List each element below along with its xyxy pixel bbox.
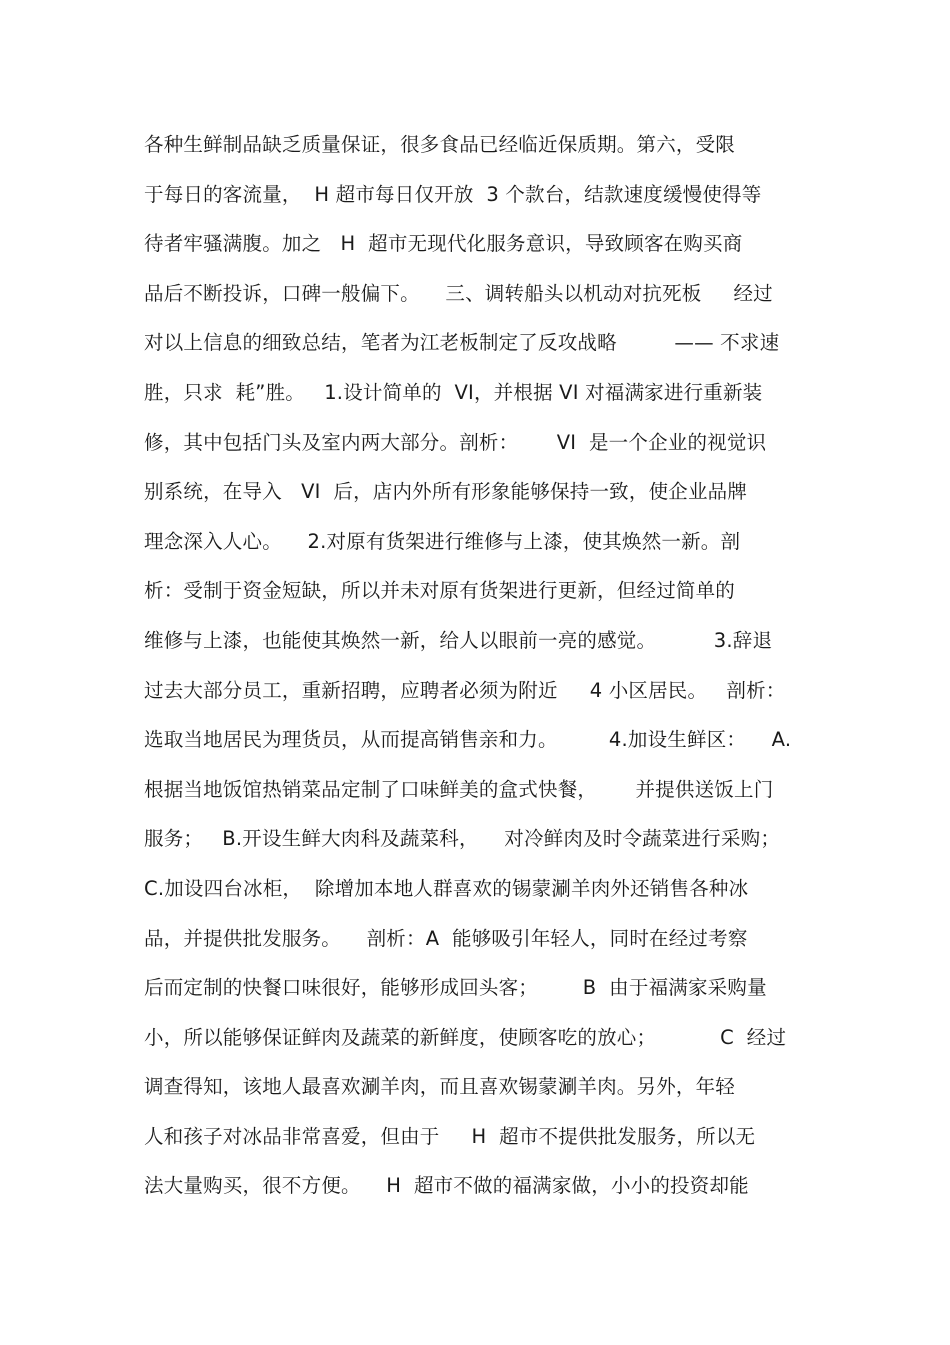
text-line: 理念深入人心。 2.对原有货架进行维修与上漆，使其焕然一新。剖 <box>144 529 741 553</box>
text-line: 对以上信息的细致总结，笔者为江老板制定了反攻战略 —— 不求速 <box>144 331 780 355</box>
text-line: 选取当地居民为理货员，从而提高销售亲和力。 4.加设生鲜区： A. <box>144 728 792 752</box>
text-line: 人和孩子对冰品非常喜爱，但由于 H 超市不提供批发服务，所以无 <box>144 1124 756 1148</box>
text-line: 调查得知，该地人最喜欢涮羊肉，而且喜欢锡蒙涮羊肉。另外，年轻 <box>144 1075 736 1099</box>
text-line: 过去大部分员工，重新招聘，应聘者必须为附近 4 小区居民。 剖析： <box>144 678 786 702</box>
text-line: 各种生鲜制品缺乏质量保证，很多食品已经临近保质期。第六，受限 <box>144 133 736 156</box>
text-line: 后而定制的快餐口味很好，能够形成回头客； B 由于福满家采购量 <box>144 976 767 1000</box>
text-line: 修，其中包括门头及室内两大部分。剖析： VI 是一个企业的视觉识 <box>144 430 767 454</box>
text-line: 小，所以能够保证鲜肉及蔬菜的新鲜度，使顾客吃的放心； C 经过 <box>144 1025 787 1049</box>
text-line: 品，并提供批发服务。 剖析：A 能够吸引年轻人，同时在经过考察 <box>144 926 748 950</box>
text-line: 析：受制于资金短缺，所以并未对原有货架进行更新，但经过简单的 <box>144 579 736 603</box>
text-line: 维修与上漆，也能使其焕然一新，给人以眼前一亮的感觉。 3.辞退 <box>144 628 773 652</box>
text-line: 于每日的客流量， H 超市每日仅开放 3 个款台，结款速度缓慢使得等 <box>144 182 762 206</box>
text-line: 待者牢骚满腹。加之 H 超市无现代化服务意识，导致顾客在购买商 <box>144 232 743 256</box>
text-line: 品后不断投诉，口碑一般偏下。 三、调转船头以机动对抗死板 经过 <box>144 281 773 305</box>
text-line: C.加设四台冰柜， 除增加本地人群喜欢的锡蒙涮羊肉外还销售各种冰 <box>144 876 749 900</box>
text-line: 法大量购买，很不方便。 H 超市不做的福满家做，小小的投资却能 <box>144 1174 749 1198</box>
text-line: 胜，只求 耗”胜。 1.设计简单的 VI，并根据 VI 对福满家进行重新装 <box>144 380 763 404</box>
text-line: 根据当地饭馆热销菜品定制了口味鲜美的盒式快餐， 并提供送饭上门 <box>144 777 774 801</box>
text-line: 别系统，在导入 VI 后，店内外所有形象能够保持一致，使企业品牌 <box>144 480 748 504</box>
text-line: 服务； B.开设生鲜大肉科及蔬菜科， 对冷鲜肉及时令蔬菜进行采购； <box>144 827 781 851</box>
body-paragraph <box>144 120 824 1211</box>
